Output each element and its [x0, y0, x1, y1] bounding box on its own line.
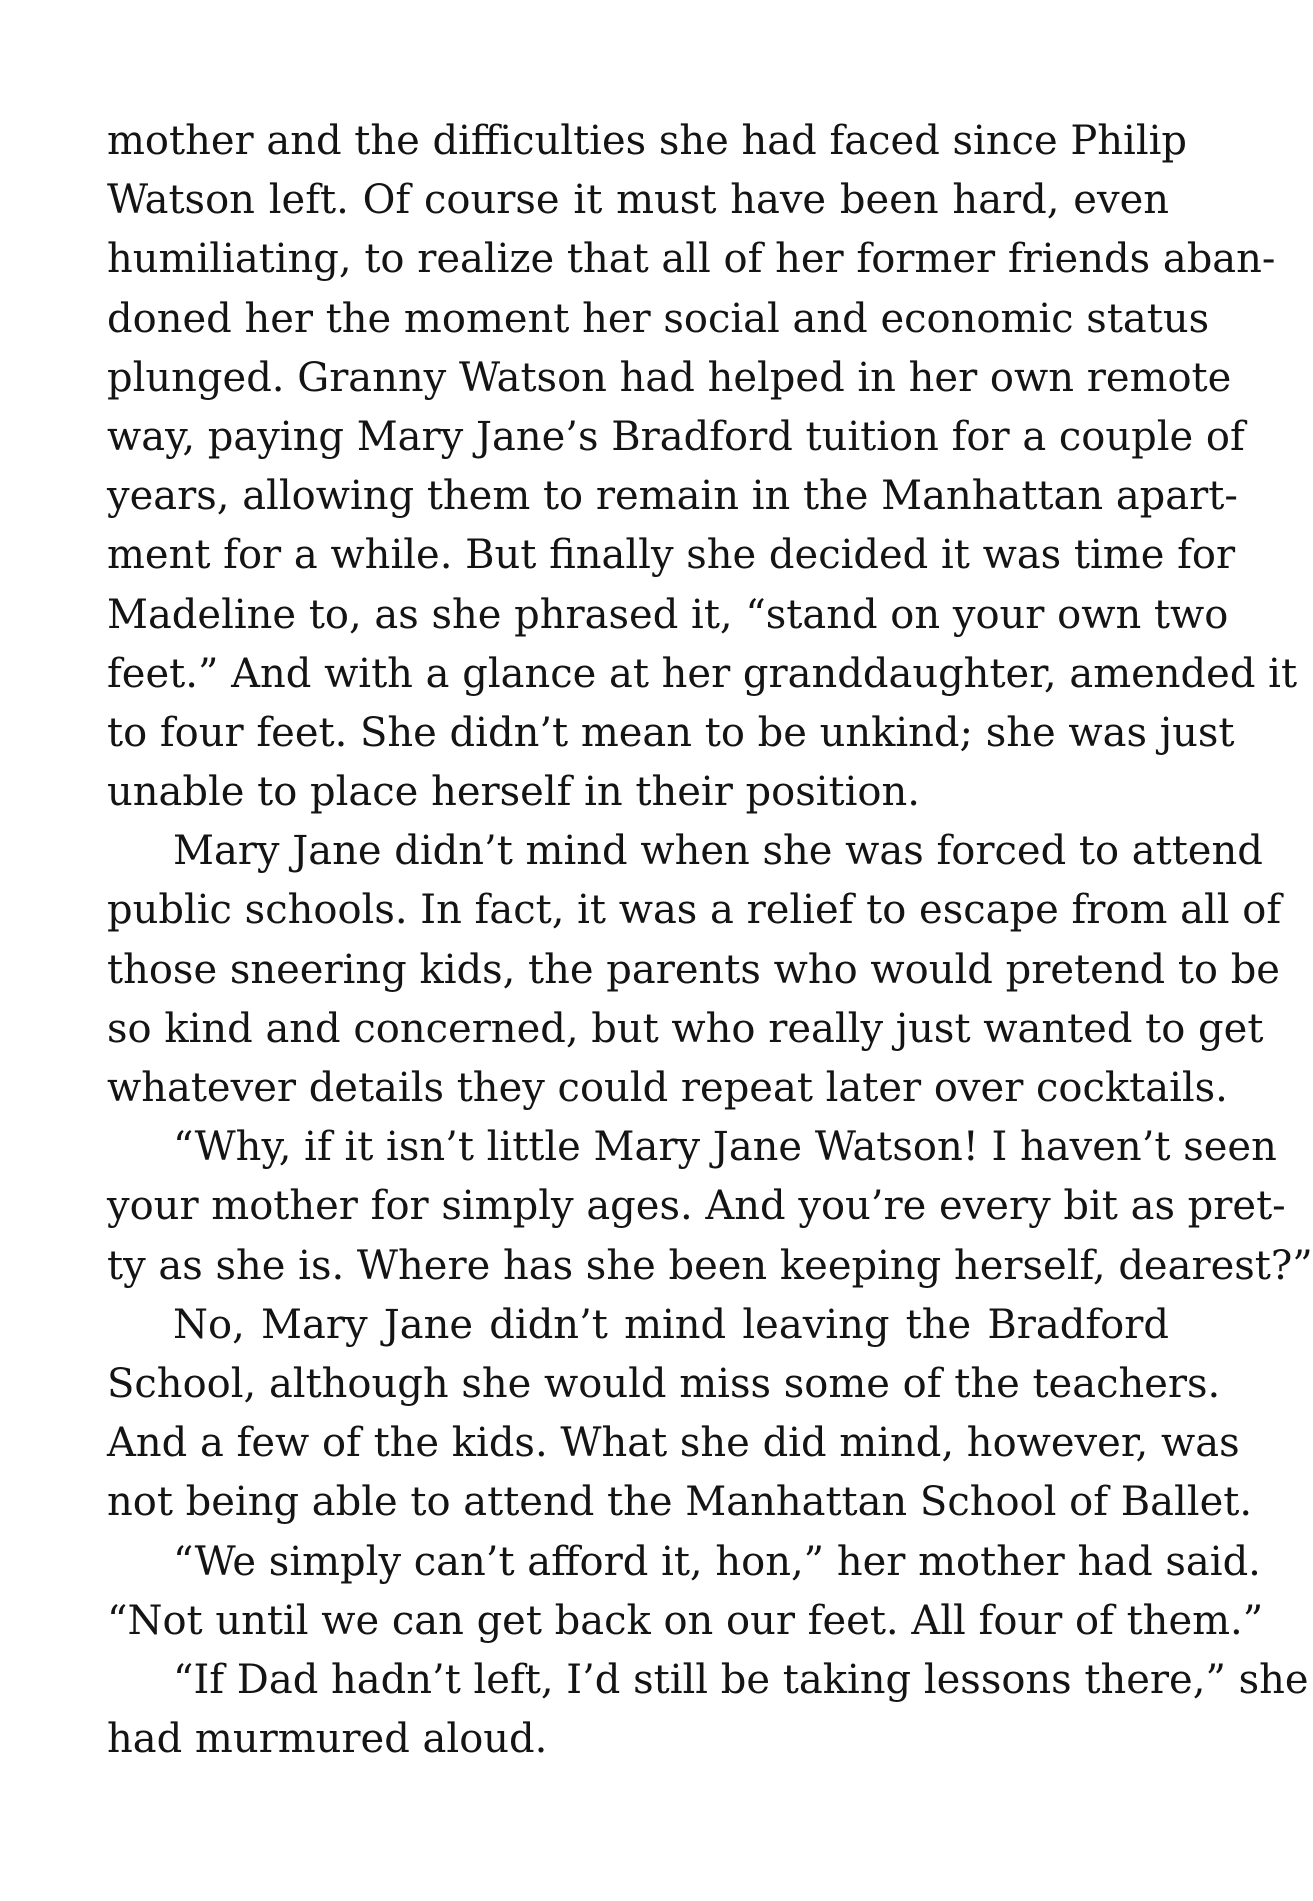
text-line: And a few of the kids. What she did mind, however, was: [107, 1420, 1240, 1467]
text-line: public schools. In fact, it was a relief to escape from all of: [107, 887, 1282, 934]
text-line: “Not until we can get back on our feet. All four of them.”: [107, 1597, 1264, 1644]
text-line: Watson left. Of course it must have been hard, even: [107, 177, 1169, 224]
text-line: to four feet. She didn’t mean to be unkind; she was just: [107, 709, 1235, 756]
text-line: so kind and concerned, but who really just wanted to get: [107, 1005, 1264, 1052]
text-line: No, Mary Jane didn’t mind leaving the Bradford: [173, 1301, 1169, 1348]
text-line: doned her the moment her social and economic status: [107, 295, 1210, 342]
text-line: “If Dad hadn’t left, I’d still be taking lessons there,” she: [173, 1656, 1309, 1703]
text-line: years, allowing them to remain in the Manhattan apart-: [107, 473, 1238, 520]
text-line: ment for a while. But finally she decided it was time for: [107, 532, 1236, 579]
text-line: “Why, if it isn’t little Mary Jane Watson! I haven’t seen: [173, 1124, 1277, 1171]
text-line: humiliating, to realize that all of her former friends aban-: [107, 236, 1276, 283]
text-line: Mary Jane didn’t mind when she was forced to attend: [173, 828, 1263, 875]
text-line: plunged. Granny Watson had helped in her own remote: [107, 354, 1232, 401]
text-line: Madeline to, as she phrased it, “stand on your own two: [107, 591, 1229, 638]
text-line: unable to place herself in their position.: [107, 769, 920, 816]
body-text: [107, 112, 1313, 1769]
text-line: those sneering kids, the parents who would pretend to be: [107, 946, 1280, 993]
text-line: not being able to attend the Manhattan School of Ballet.: [107, 1479, 1253, 1526]
text-line: “We simply can’t afford it, hon,” her mother had said.: [173, 1538, 1261, 1585]
text-line: whatever details they could repeat later over cocktails.: [107, 1065, 1228, 1111]
text-line: feet.” And with a glance at her granddaughter, amended it: [107, 650, 1298, 697]
text-line: your mother for simply ages. And you’re every bit as pret-: [107, 1183, 1286, 1230]
text-line: mother and the difficulties she had faced since Philip: [107, 118, 1188, 164]
text-line: had murmured aloud.: [107, 1716, 548, 1763]
text-line: ty as she is. Where has she been keeping herself, dearest?”: [107, 1242, 1313, 1289]
text-line: School, although she would miss some of the teachers.: [107, 1360, 1221, 1407]
text-line: way, paying Mary Jane’s Bradford tuition for a couple of: [107, 413, 1245, 460]
